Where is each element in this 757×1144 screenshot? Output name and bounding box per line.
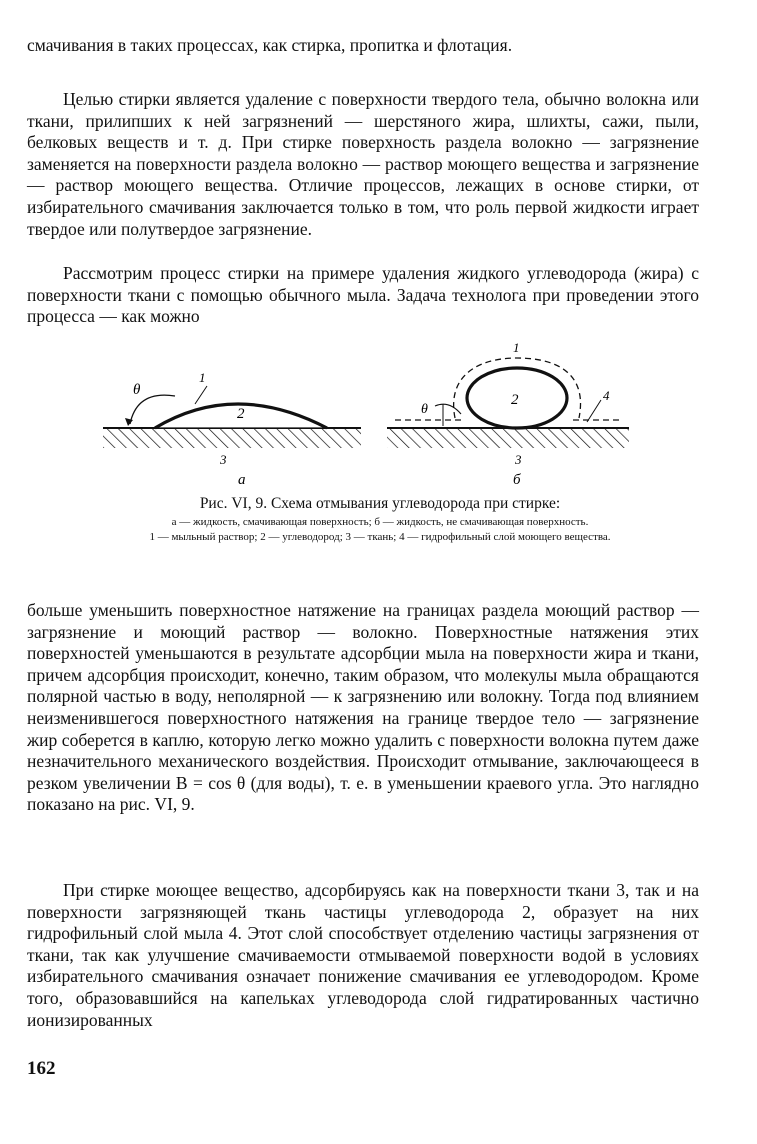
label-3-b: 3	[515, 452, 522, 467]
leader-line-4	[587, 400, 601, 422]
label-theta-b: θ	[421, 402, 428, 417]
diagram-a	[103, 370, 361, 488]
label-1-a: 1	[199, 370, 206, 385]
label-2-a: 2	[237, 406, 245, 422]
label-2-b: 2	[511, 392, 519, 408]
label-3-a: 3	[220, 452, 227, 467]
diagram-b	[387, 340, 629, 488]
paragraph-3: Рассмотрим процесс стирки на примере удаления жидкого углеводорода (жира) с поверхности ткани с помощью обычного мыла. Задача технолога при проведении этого процесса — как можно	[27, 263, 699, 327]
paragraph-4: больше уменьшить поверхностное натяжение на границах раздела моющий раствор — загрязнение и моющий раствор — волокно. Поверхностные натяжения этих поверхностей уменьшаются в результате адсорбции мыла на поверхности жира и ткани, причем адсорбция происходит, конечно, таким образом, что молекулы мыла обращаются полярной частью в воду, неполярной — к загрязнению или волокну. Тогда под влиянием неизменившегося поверхностного натяжения на границе твердое тело — загрязнение жир соберется в каплю, которую легко можно удалить с поверхности волокна путем даже незначительного механического воздействия. Происходит отмывание, заключающееся в резком увеличении B = cos θ (для воды), т. е. в уменьшении краевого угла. Это наглядно показано на рис. VI, 9.	[27, 600, 699, 815]
caption-note-2: 1 — мыльный раствор; 2 — углеводород; 3 — ткань; 4 — гидрофильный слой моющего вещества.	[149, 530, 611, 543]
paragraph-5: При стирке моющее вещество, адсорбируясь как на поверхности ткани 3, так и на поверхности загрязняющей ткань частицы углеводорода 2, образует на них гидрофильный слой мыла 4. Этот слой способствует отделению частицы загрязнения от ткани, так как улучшение смачиваемости отмываемой поверхности водой в условиях избирательного смачивания означает понижение смачивания ее углеводородом. Кроме того, образовавшийся на капельках углеводорода слой гидратированных частично ионизированных	[27, 880, 699, 1030]
label-4-b: 4	[603, 388, 610, 403]
caption-note-1: а — жидкость, смачивающая поверхность; б — жидкость, не смачивающая поверхность.	[171, 516, 589, 528]
paragraph-2: Целью стирки является удаление с поверхности твердого тела, обычно волокна или ткани, прилипших к ней загрязнений — шерстяного жира, шлихты, сажи, пыли, белковых веществ и т. д. При стирке поверхность раздела волокно — загрязнение заменяется на поверхности раздела волокно — раствор моющего вещества и загрязнение — раствор моющего вещества. Отличие процессов, лежащих в основе стирки, от избирательного смачивания заключается только в том, что роль первой жидкости играет твердое или полутвердое загрязнение.	[27, 89, 699, 239]
paragraph-1: смачивания в таких процессах, как стирка, пропитка и флотация.	[27, 35, 513, 55]
label-letter-a: а	[238, 472, 246, 488]
label-theta-a: θ	[133, 382, 141, 398]
caption-title: Рис. VI, 9. Схема отмывания углеводорода при стирке:	[199, 495, 561, 512]
figure-caption	[80, 494, 680, 543]
label-letter-b: б	[513, 472, 521, 488]
fabric-surface-a	[103, 428, 361, 448]
page-number: 162	[27, 1058, 56, 1079]
figure-washing-scheme	[95, 338, 665, 488]
label-1-b: 1	[513, 340, 520, 355]
fabric-surface-b	[387, 428, 629, 448]
leader-line-1	[195, 386, 207, 404]
